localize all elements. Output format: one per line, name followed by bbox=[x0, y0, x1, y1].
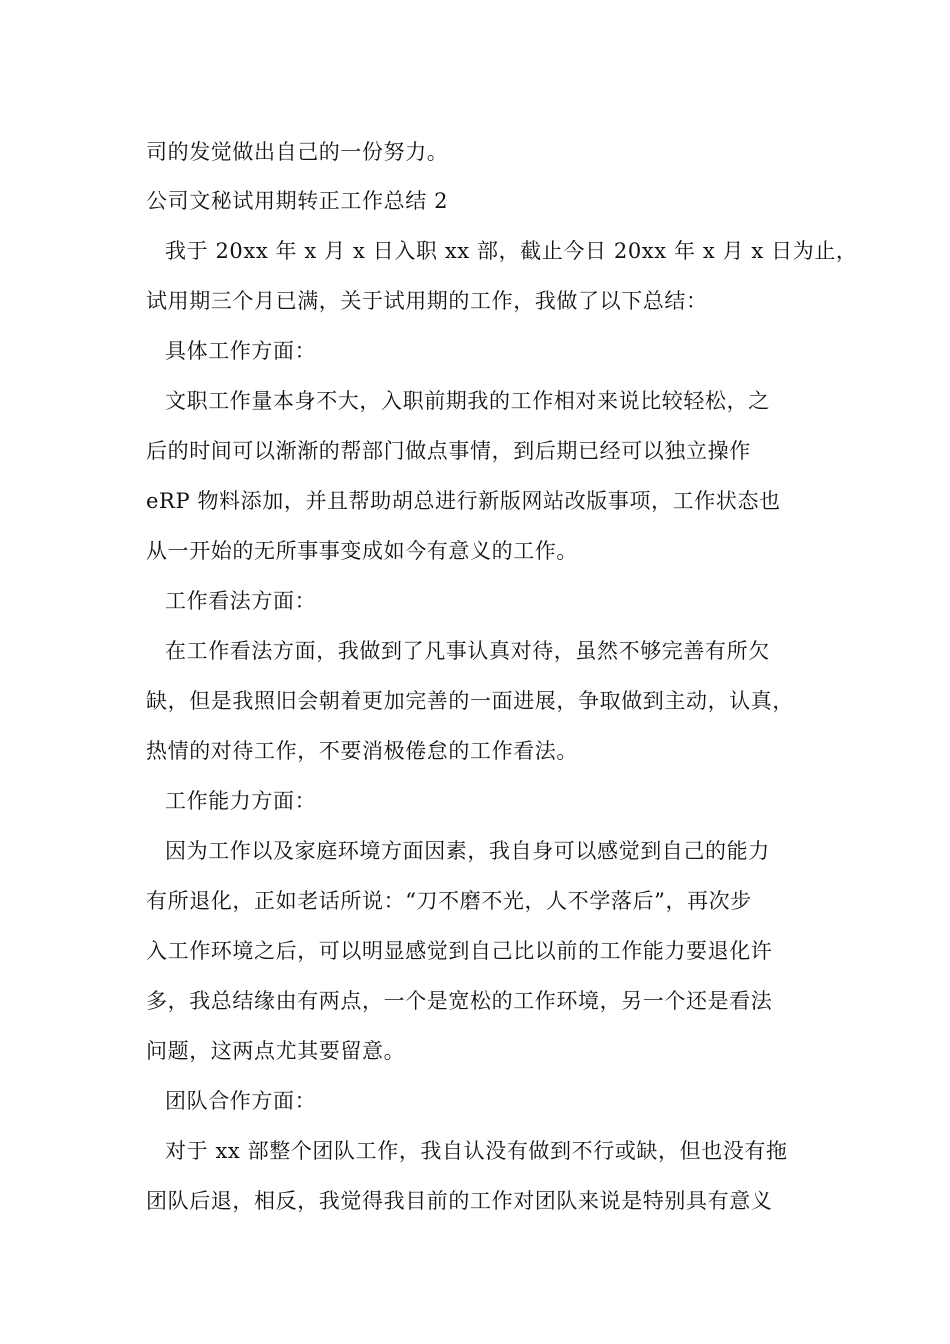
subheading-work-attitude: 工作看法方面： bbox=[165, 589, 317, 613]
paragraph-line: 热情的对待工作，不要消极倦怠的工作看法。 bbox=[146, 739, 578, 763]
paragraph-line: 缺，但是我照旧会朝着更加完善的一面进展，争取做到主动，认真， bbox=[146, 689, 794, 713]
paragraph-line: 入工作环境之后，可以明显感觉到自己比以前的工作能力要退化许 bbox=[146, 939, 773, 963]
subheading-teamwork: 团队合作方面： bbox=[165, 1089, 317, 1113]
paragraph-line: 在工作看法方面，我做到了凡事认真对待，虽然不够完善有所欠 bbox=[165, 639, 770, 663]
paragraph-line: 从一开始的无所事事变成如今有意义的工作。 bbox=[146, 539, 578, 563]
subheading-work-ability: 工作能力方面： bbox=[165, 789, 317, 813]
paragraph-line: 对于 xx 部整个团队工作，我自认没有做到不行或缺，但也没有拖 bbox=[165, 1139, 788, 1163]
paragraph-line: eRP 物料添加，并且帮助胡总进行新版网站改版事项，工作状态也 bbox=[146, 489, 781, 513]
paragraph-line: 多，我总结缘由有两点，一个是宽松的工作环境，另一个还是看法 bbox=[146, 989, 773, 1013]
paragraph-line: 后的时间可以渐渐的帮部门做点事情，到后期已经可以独立操作 bbox=[146, 439, 751, 463]
paragraph-line: 司的发觉做出自己的一份努力。 bbox=[146, 140, 449, 164]
paragraph-line: 文职工作量本身不大，入职前期我的工作相对来说比较轻松，之 bbox=[165, 389, 770, 413]
paragraph-line: 我于 20xx 年 x 月 x 日入职 xx 部，截止今日 20xx 年 x 月 x 日为止， bbox=[165, 239, 858, 263]
paragraph-line: 问题，这两点尤其要留意。 bbox=[146, 1039, 406, 1063]
paragraph-line: 有所退化，正如老话所说：“刀不磨不光，人不学落后”，再次步 bbox=[146, 889, 752, 913]
subheading-specific-work: 具体工作方面： bbox=[165, 339, 317, 363]
section-heading: 公司文秘试用期转正工作总结 2 bbox=[146, 189, 449, 213]
paragraph-line: 试用期三个月已满，关于试用期的工作，我做了以下总结： bbox=[146, 289, 708, 313]
paragraph-line: 团队后退，相反，我觉得我目前的工作对团队来说是特别具有意义 bbox=[146, 1189, 773, 1213]
paragraph-line: 因为工作以及家庭环境方面因素，我自身可以感觉到自己的能力 bbox=[165, 839, 770, 863]
